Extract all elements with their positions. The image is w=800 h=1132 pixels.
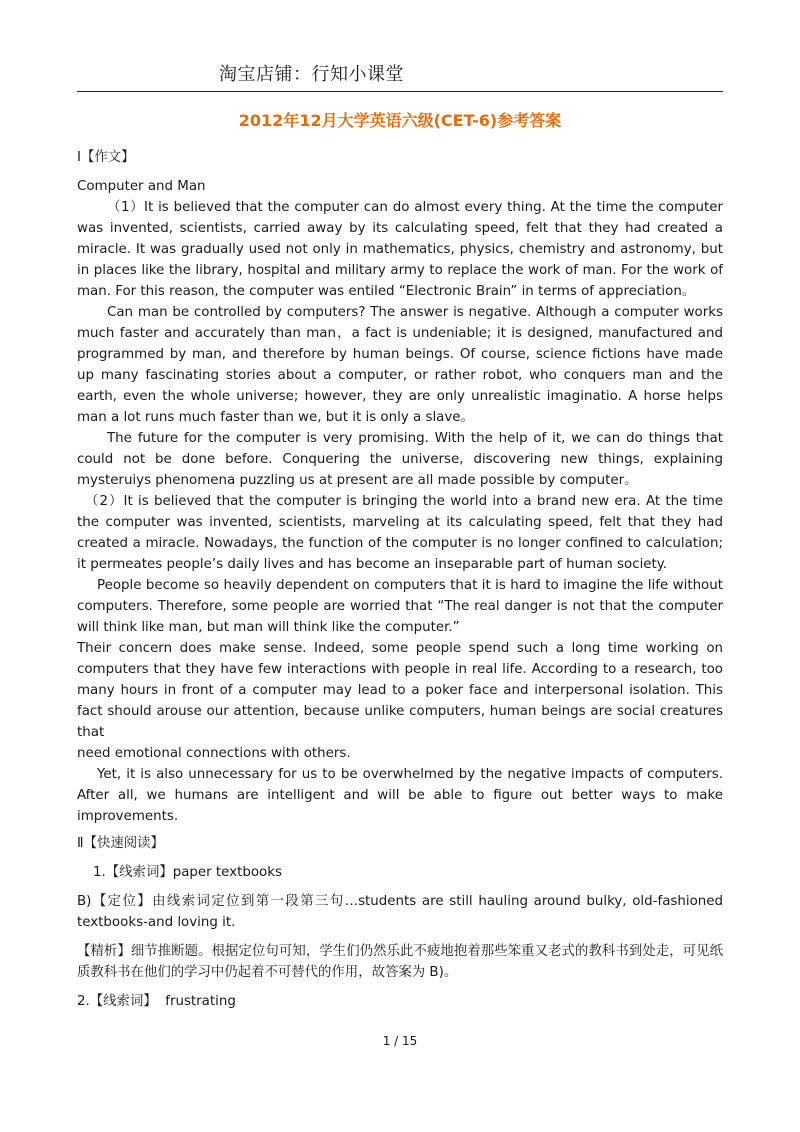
page-title: 2012年12月大学英语六级(CET-6)参考答案 [238,111,562,130]
header-divider [77,91,723,92]
essay-paragraph-3: The future for the computer is very promising. With the help of it, we can do things that could not be done before. Conquering the universe, discovering new things, explaining mysteruiys phenomena puzzling us at present are all made possible by computer。 [77,431,723,488]
essay-paragraph-7: Yet, it is also unnecessary for us to be overwhelmed by the negative impacts of computers. After all, we humans are intelligent and will be able to figure out better ways to make improvements. [77,767,723,824]
essay-paragraph-4: （2）It is believed that the computer is bringing the world into a brand new era. At the time the computer was invented, scientists, marveling at its calculating speed, felt that they had created a miracle. Nowadays, the function of the computer is no longer confined to calculation; it permeates people’s daily lives and has become an inseparable part of human society. [77,494,723,572]
section-heading-reading: Ⅱ【快速阅读】 [77,836,164,851]
question-1-locate: B)【定位】由线索词定位到第一段第三句…students are still hauling around bulky, old-fashioned textbooks-and loving it. [77,894,723,930]
question-1-clue: 1.【线索词】paper textbooks [93,865,282,880]
essay-paragraph-5: People become so heavily dependent on computers that it is hard to imagine the life without computers. Therefore, some people are worried that “The real danger is not that the computer will think like man, but man will think like the computer.” [77,578,723,635]
question-1-analysis: 【精析】细节推断题。根据定位句可知，学生们仍然乐此不疲地抱着那些笨重又老式的教科书到处走，可见纸质教科书在他们的学习中仍起着不可替代的作用，故答案为 B)。 [77,944,723,980]
essay-title: Computer and Man [77,179,206,194]
shop-name: 淘宝店铺：行知小课堂 [219,64,404,85]
document-body [77,147,723,1012]
essay-paragraph-6: Their concern does make sense. Indeed, some people spend such a long time working on computers that they have few interactions with people in real life. According to a research, too many hours in front of a computer may lead to a poker face and interpersonal isolation. This fact should arouse our attention, because unlike computers, human beings are social creatures that [77,641,723,740]
essay-paragraph-6-cont: need emotional connections with others. [77,746,351,761]
essay-paragraph-2: Can man be controlled by computers? The answer is negative. Although a computer works much faster and accurately than man，a fact is undeniable; it is designed, manufactured and programmed by man, and therefore by human beings. Of course, science fictions have made up many fascinating stories about a computer, or rather robot, who conquers man and the earth, even the whole universe; however, they are only unrealistic imaginatio. A horse helps man a lot runs much faster than we, but it is only a slave。 [77,305,723,425]
essay-paragraph-1: （1）It is believed that the computer can do almost every thing. At the time the computer was invented, scientists, carried away by its calculating speed, felt that they had created a miracle. It was gradually used not only in mathematics, physics, chemistry and astronomy, but in places like the library, hospital and military army to replace the work of man. For the work of man. For this reason, the computer was entiled “Electronic Brain” in terms of appreciation。 [77,200,723,299]
page-number: 1 / 15 [382,1034,418,1048]
question-2-clue: 2.【线索词】 frustrating [77,994,236,1009]
section-heading-writing: Ⅰ【作文】 [77,150,135,165]
